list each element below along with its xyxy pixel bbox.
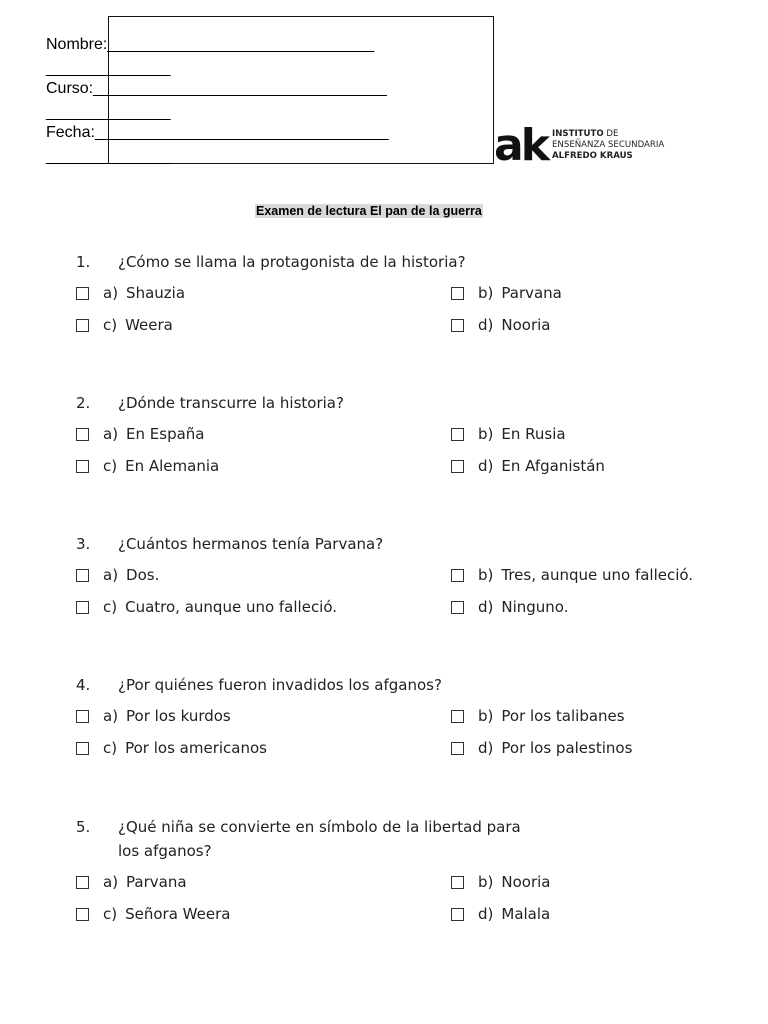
checkbox-icon[interactable] <box>451 876 464 889</box>
checkbox-icon[interactable] <box>76 710 89 723</box>
logo-line1-bold: INSTITUTO <box>552 129 604 139</box>
checkbox-icon[interactable] <box>451 710 464 723</box>
option-text: Por los kurdos <box>126 707 231 725</box>
checkbox-icon[interactable] <box>76 876 89 889</box>
school-logo-mark: ak <box>494 120 547 171</box>
checkbox-icon[interactable] <box>76 428 89 441</box>
option-letter: d) <box>478 905 494 923</box>
option-letter: a) <box>103 707 119 725</box>
option-letter: a) <box>103 284 119 302</box>
question-2-text <box>76 391 736 415</box>
option-text: Nooria <box>501 873 551 891</box>
question-3-text <box>76 532 736 556</box>
option-letter: c) <box>103 598 118 616</box>
option-text: En España <box>126 425 205 443</box>
option-letter: c) <box>103 739 118 757</box>
checkbox-icon[interactable] <box>76 601 89 614</box>
exam-title: Examen de lectura El pan de la guerra <box>256 204 482 218</box>
option-text: Malala <box>501 905 551 923</box>
checkbox-icon[interactable] <box>451 601 464 614</box>
checkbox-icon[interactable] <box>451 460 464 473</box>
question-number: 5. <box>76 818 91 836</box>
option-letter: c) <box>103 457 118 475</box>
question-number: 1. <box>76 253 91 271</box>
option-3a[interactable] <box>76 566 159 584</box>
checkbox-icon[interactable] <box>451 287 464 300</box>
school-logo-text <box>552 129 664 162</box>
fecha-field-continuation: ______________ <box>46 148 171 165</box>
question-3 <box>76 532 736 616</box>
checkbox-icon[interactable] <box>451 428 464 441</box>
option-2d[interactable] <box>451 457 605 475</box>
curso-field-continuation: ______________ <box>46 104 171 121</box>
option-letter: a) <box>103 873 119 891</box>
nombre-field-continuation: ______________ <box>46 60 171 77</box>
question-2 <box>76 391 736 475</box>
checkbox-icon[interactable] <box>451 569 464 582</box>
option-letter: d) <box>478 739 494 757</box>
logo-line2: ENSEÑANZA SECUNDARIA <box>552 140 665 150</box>
option-text: Dos. <box>126 566 160 584</box>
option-letter: b) <box>478 707 494 725</box>
option-2c[interactable] <box>76 457 219 475</box>
question-number: 4. <box>76 676 91 694</box>
option-text: Ninguno. <box>501 598 569 616</box>
option-3c[interactable] <box>76 598 337 616</box>
checkbox-icon[interactable] <box>76 569 89 582</box>
fecha-field[interactable]: Fecha:_________________________________ <box>46 124 389 141</box>
option-text: Shauzia <box>126 284 186 302</box>
option-letter: c) <box>103 316 118 334</box>
option-1b[interactable] <box>451 284 562 302</box>
option-letter: a) <box>103 425 119 443</box>
option-text: Weera <box>125 316 173 334</box>
logo-line3: ALFREDO KRAUS <box>552 151 633 161</box>
question-4 <box>76 673 736 757</box>
question-4-text <box>76 673 736 697</box>
option-text: Por los palestinos <box>501 739 633 757</box>
option-1d[interactable] <box>451 316 550 334</box>
checkbox-icon[interactable] <box>451 908 464 921</box>
option-4d[interactable] <box>451 739 632 757</box>
checkbox-icon[interactable] <box>451 742 464 755</box>
option-letter: b) <box>478 566 494 584</box>
option-5c[interactable] <box>76 905 230 923</box>
question-prompt: ¿Qué niña se convierte en símbolo de la libertad para los afganos? <box>118 818 521 860</box>
option-3b[interactable] <box>451 566 693 584</box>
option-letter: b) <box>478 284 494 302</box>
option-text: Por los talibanes <box>501 707 625 725</box>
checkbox-icon[interactable] <box>76 319 89 332</box>
option-5a[interactable] <box>76 873 187 891</box>
checkbox-icon[interactable] <box>76 287 89 300</box>
question-1 <box>76 250 736 334</box>
logo-line1-rest: DE <box>603 129 619 139</box>
option-text: Parvana <box>501 284 562 302</box>
curso-field[interactable]: Curso:_________________________________ <box>46 80 387 97</box>
question-prompt: ¿Cuántos hermanos tenía Parvana? <box>118 535 384 553</box>
option-3d[interactable] <box>451 598 569 616</box>
question-number: 3. <box>76 535 91 553</box>
question-1-text <box>76 250 736 274</box>
option-1a[interactable] <box>76 284 185 302</box>
option-text: Cuatro, aunque uno falleció. <box>125 598 338 616</box>
option-letter: b) <box>478 425 494 443</box>
question-prompt: ¿Cómo se llama la protagonista de la historia? <box>118 253 466 271</box>
option-4b[interactable] <box>451 707 625 725</box>
checkbox-icon[interactable] <box>76 460 89 473</box>
option-letter: d) <box>478 316 494 334</box>
question-prompt: ¿Por quiénes fueron invadidos los afganos? <box>118 676 442 694</box>
option-letter: b) <box>478 873 494 891</box>
option-4a[interactable] <box>76 707 231 725</box>
option-2a[interactable] <box>76 425 205 443</box>
option-text: En Rusia <box>501 425 566 443</box>
nombre-field[interactable]: Nombre:______________________________ <box>46 36 375 53</box>
option-text: En Alemania <box>125 457 220 475</box>
checkbox-icon[interactable] <box>451 319 464 332</box>
option-text: En Afganistán <box>501 457 605 475</box>
option-text: Señora Weera <box>125 905 231 923</box>
option-5d[interactable] <box>451 905 550 923</box>
option-text: Tres, aunque uno falleció. <box>501 566 694 584</box>
option-text: Por los americanos <box>125 739 267 757</box>
question-5-text <box>76 815 546 863</box>
option-5b[interactable] <box>451 873 550 891</box>
option-letter: a) <box>103 566 119 584</box>
question-number: 2. <box>76 394 91 412</box>
option-text: Parvana <box>126 873 187 891</box>
option-letter: d) <box>478 598 494 616</box>
option-letter: c) <box>103 905 118 923</box>
checkbox-icon[interactable] <box>76 742 89 755</box>
option-2b[interactable] <box>451 425 566 443</box>
option-text: Nooria <box>501 316 551 334</box>
option-4c[interactable] <box>76 739 267 757</box>
option-letter: d) <box>478 457 494 475</box>
checkbox-icon[interactable] <box>76 908 89 921</box>
option-1c[interactable] <box>76 316 173 334</box>
question-5 <box>76 815 736 923</box>
question-prompt: ¿Dónde transcurre la historia? <box>118 394 344 412</box>
